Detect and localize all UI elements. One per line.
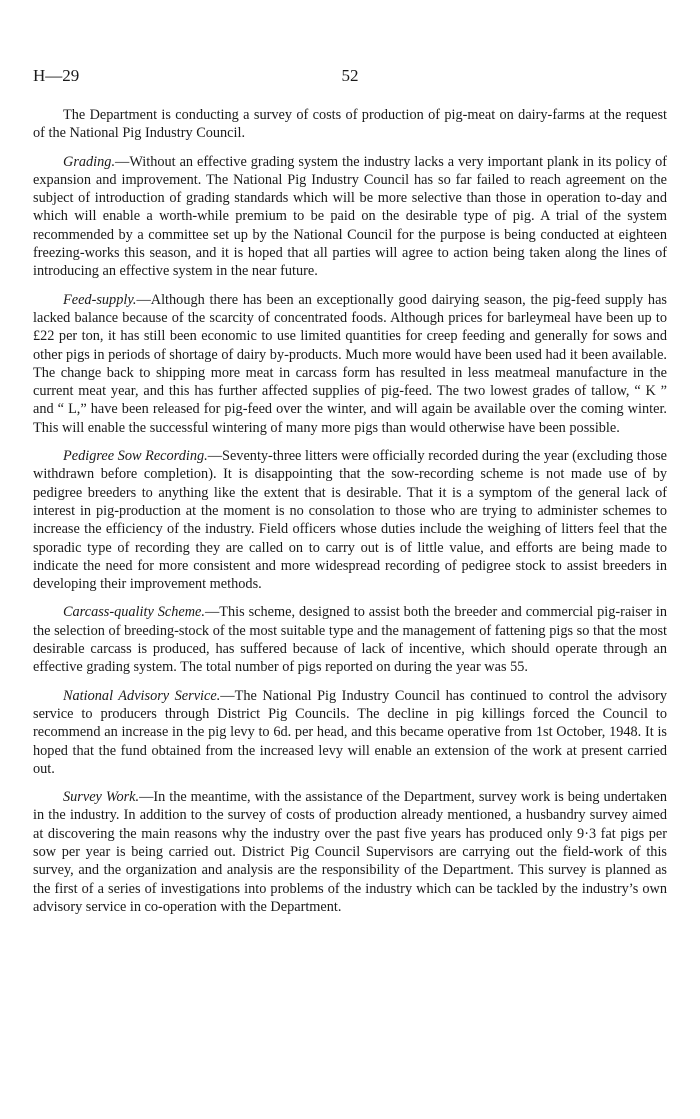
page-reference: H—29 <box>33 66 80 85</box>
paragraph-grading <box>33 153 667 281</box>
paragraph-survey-work <box>33 788 667 916</box>
page-header <box>33 66 667 90</box>
paragraph-carcass-quality-scheme <box>33 603 667 676</box>
paragraph-heading: Carcass-quality Scheme. <box>63 604 205 621</box>
paragraph-intro <box>33 106 667 143</box>
body-text <box>33 106 667 916</box>
paragraph-text: —Without an effective grading system the industry lacks a very important plank in its policy of expansion and improvement. The National Pig Industry Council has so far failed to reach agreement on the subject of introduction of grading standards which will be more selective than those in operation to-day and which will enable a worth-while premium to be paid on the desirable type of pig. A trial of the system recommended by a committee set up by the National Council for the purpose is being conducted at eighteen freezing-works this season, and it is hoped that all parties will agree to action being taken along the lines of introducing an effective system in the near future. <box>33 153 667 280</box>
paragraph-national-advisory-service <box>33 687 667 778</box>
paragraph-text: —This scheme, designed to assist both the breeder and commercial pig-raiser in the selection of breeding-stock of the most suitable type and the management of fattening pigs so that the most desirable carcass is produced, has suffered because of lack of incentive, which should operate through an effective grading system. The total number of pigs reported on during the year was 55. <box>33 604 667 676</box>
page-number: 52 <box>341 66 359 85</box>
paragraph-heading: Feed-supply. <box>63 291 137 308</box>
paragraph-text: —In the meantime, with the assistance of the Department, survey work is being undertaken in the industry. In addition to the survey of costs of production already mentioned, a husbandry survey aimed at discovering the main reasons why the industry over the past five years has produced only 9·3 fat pigs per sow per year is being carried out. District Pig Council Supervisors are carrying out the field-work of this survey, and the organization and analysis are the responsibility of the Department. This survey is planned as the first of a series of investigations into problems of the industry which can be tackled by the industry’s own advisory service in co-operation with the Department. <box>33 789 667 915</box>
paragraph-heading: National Advisory Service. <box>63 687 221 704</box>
paragraph-text: —Seventy-three litters were officially recorded during the year (excluding those withdrawn before completion). It is disappointing that the sow-recording scheme is not made use of by pedigree breeders to anything like the extent that is desirable. That it is a symptom of the general lack of interest in pig-production at the moment is no consolation to those who are trying to administer schemes to increase the efficiency of the industry. Field officers whose duties include the weighing of litters feel that the sporadic type of recording they are called on to carry out is of little value, and efforts are being made to indicate the need for more consistent and more widespread recording of pedigree stock to assist breeders in developing their improvement methods. <box>33 448 667 593</box>
paragraph-text: —Although there has been an exceptionally good dairying season, the pig-feed supply has lacked balance because of the scarcity of concentrated foods. Although prices for barleymeal have been up to £22 per ton, it has still been economic to use limited quantities for creep feeding and generally for sows and other pigs in periods of shortage of dairy by-products. Much more would have been used had it been available. The change back to shipping more meat in carcass form has resulted in less meatmeal manufacture in the current meat year, and this has further affected supplies of pig-feed. The two lowest grades of tallow, “ K ” and “ L,” have been released for pig-feed over the winter, and will again be available over the coming winter. This will enable the successful wintering of many more pigs than would otherwise have been possible. <box>33 291 667 436</box>
paragraph-text: —The National Pig Industry Council has continued to control the advisory service to producers through District Pig Councils. The decline in pig killings forced the Council to recommend an increase in the pig levy to 6d. per head, and this became operative from 1st October, 1948. It is hoped that the fund obtained from the increased levy will enable an extension of the work at present carried out. <box>33 687 667 777</box>
paragraph-heading: Grading. <box>63 153 116 170</box>
paragraph-heading: Pedigree Sow Recording. <box>63 448 208 465</box>
paragraph-text: The Department is conducting a survey of costs of production of pig-meat on dairy-farms at the request of the National Pig Industry Council. <box>33 107 667 142</box>
paragraph-pedigree-sow-recording <box>33 447 667 593</box>
paragraph-heading: Survey Work. <box>63 789 140 806</box>
paragraph-feed-supply <box>33 291 667 437</box>
